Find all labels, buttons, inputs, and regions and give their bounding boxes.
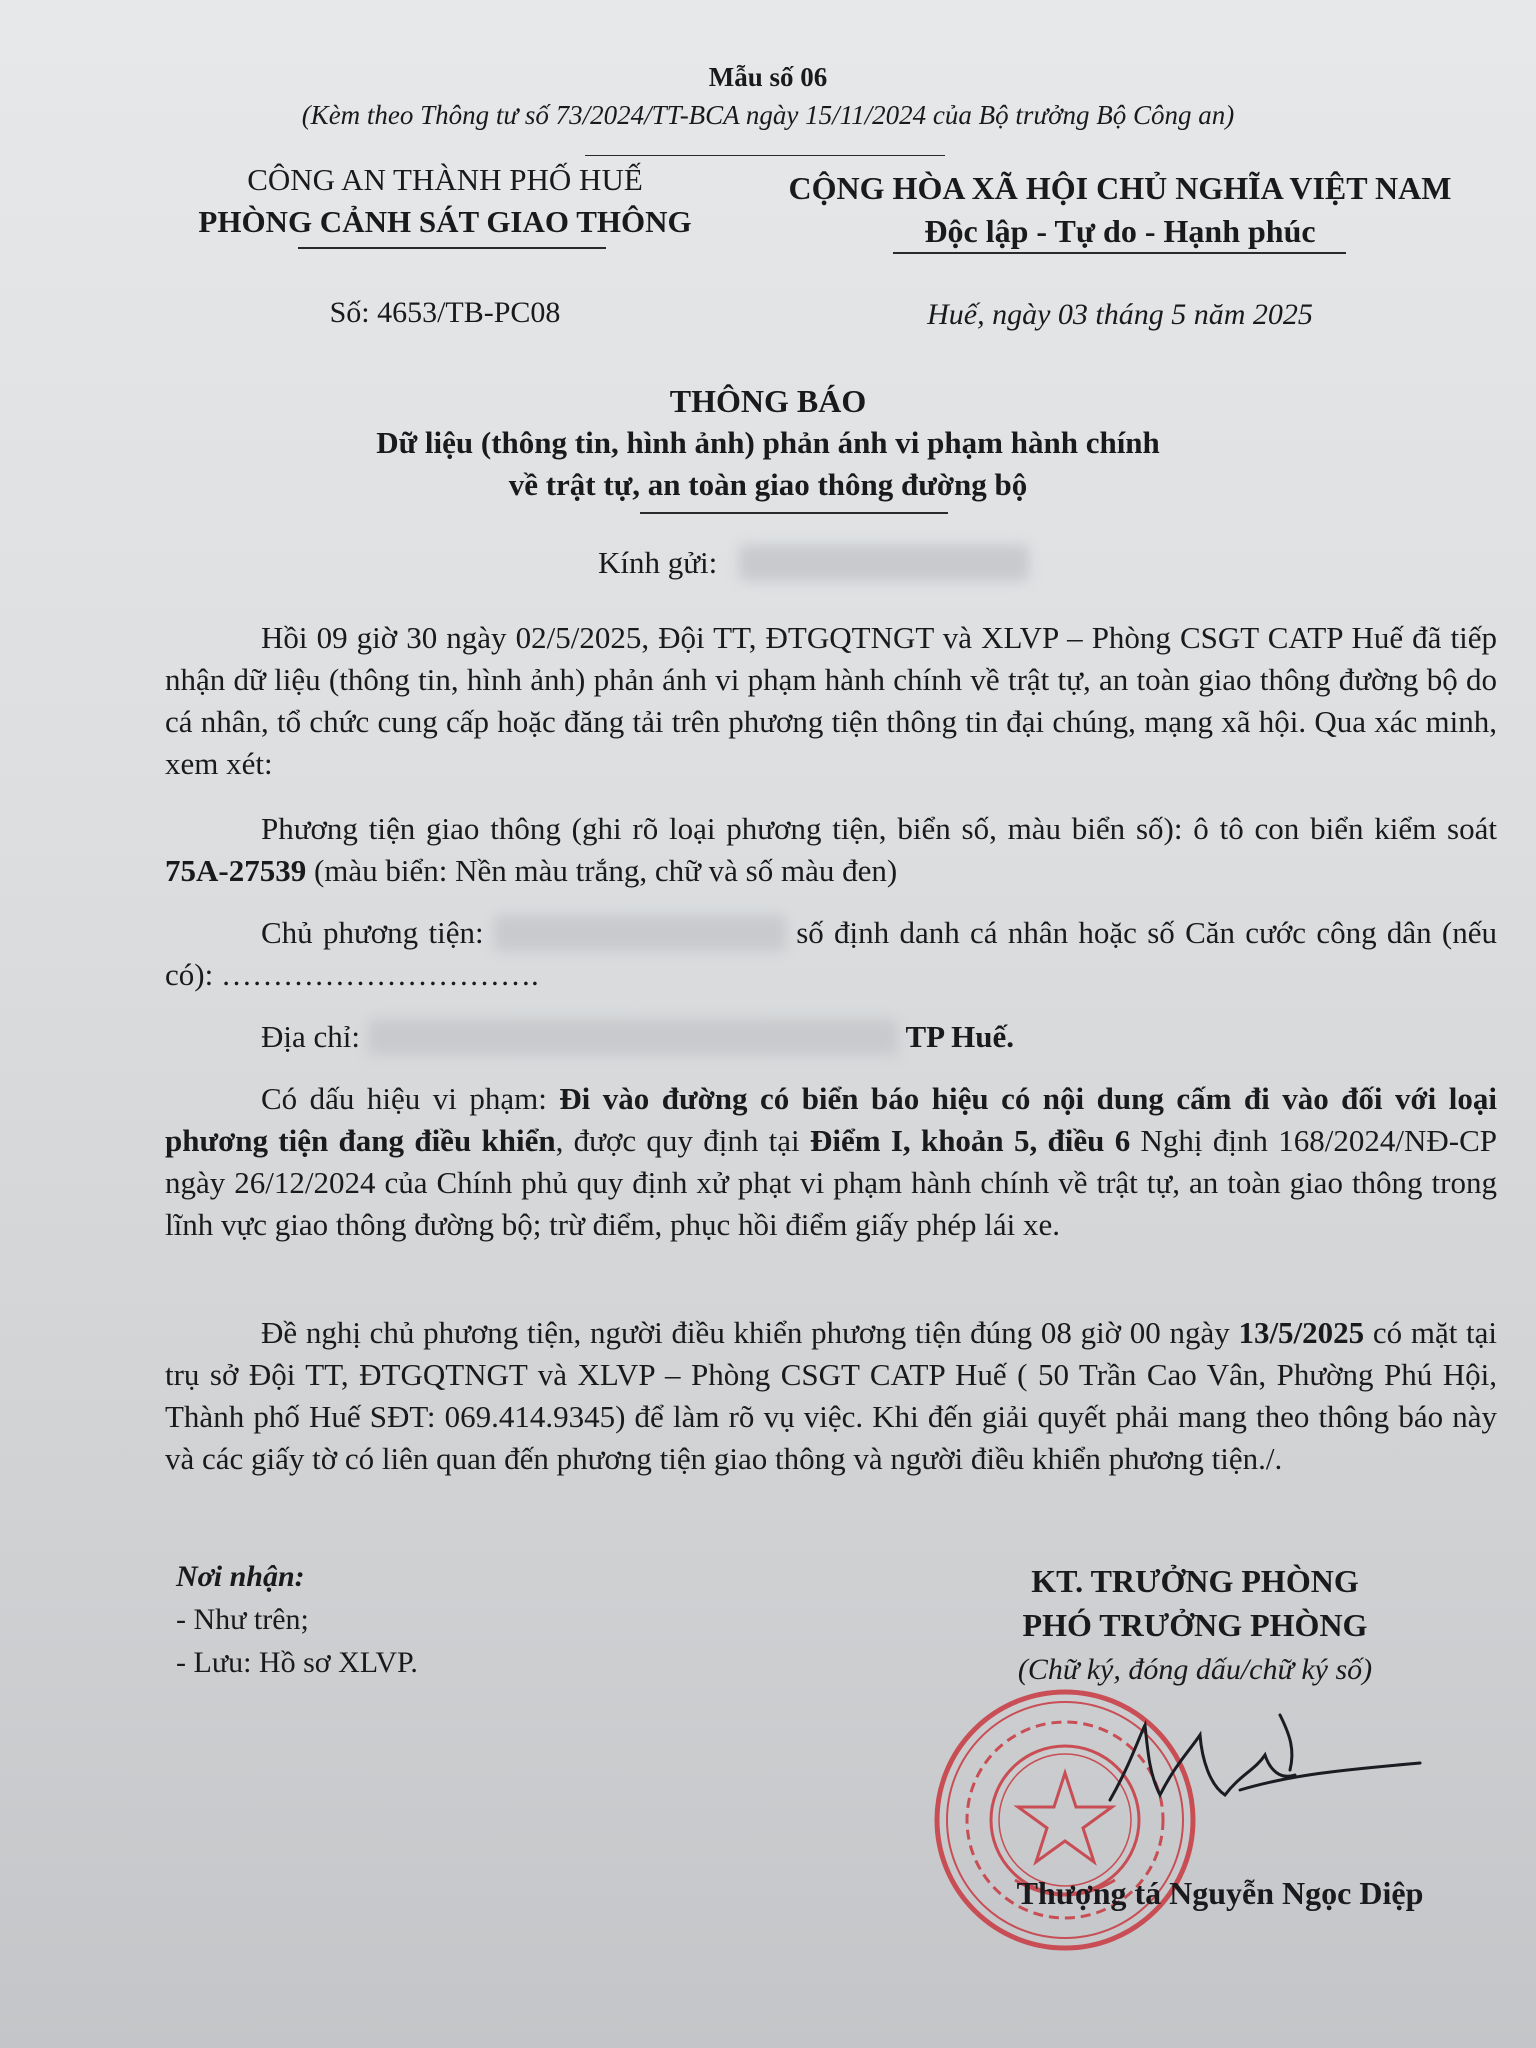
paragraph-intro: Hồi 09 giờ 30 ngày 02/5/2025, Đội TT, ĐTGQTNGT và XLVP – Phòng CSGT CATP Huế đã tiếp nhận dữ liệu (thông tin, hình ảnh) phản ánh vi phạm hành chính về trật tự, an toàn giao thông đường bộ do cá nhân, tổ chức cung cấp hoặc đăng tải trên phương tiện thông tin đại chúng, mạng xã hội. Qua xác minh, xem xét: xyxy=(165,620,1497,781)
violation-legal-reference: Điểm I, khoản 5, điều 6 xyxy=(809,1123,1131,1158)
recipient-label: Kính gửi: xyxy=(598,545,718,580)
form-reference: (Kèm theo Thông tư số 73/2024/TT-BCA ngày 15/11/2024 của Bộ trưởng Bộ Công an) xyxy=(301,100,1235,130)
title-underline xyxy=(640,512,948,514)
recipient-line xyxy=(598,545,1029,581)
redacted-recipient xyxy=(739,545,1029,581)
agency-department: PHÒNG CẢNH SÁT GIAO THÔNG xyxy=(198,204,692,239)
recipients-label: Nơi nhận: xyxy=(176,1560,305,1593)
nation-title: CỘNG HÒA XÃ HỘI CHỦ NGHĨA VIỆT NAM xyxy=(788,170,1452,206)
document-subtitle-2: về trật tự, an toàn giao thông đường bộ xyxy=(508,467,1028,502)
violation-description: Đi vào đường có biển báo hiệu có nội dung cấm đi vào đối với loại phương tiện đang điều khiển xyxy=(165,1081,1497,1158)
agency-underline xyxy=(298,247,606,249)
agency-name: CÔNG AN THÀNH PHỐ HUẾ xyxy=(247,162,643,197)
appointment-date: 13/5/2025 xyxy=(1238,1315,1365,1350)
signature-note: (Chữ ký, đóng dấu/chữ ký số) xyxy=(1017,1653,1373,1686)
document-date: Huế, ngày 03 tháng 5 năm 2025 xyxy=(927,298,1313,331)
paragraph-vehicle: Phương tiện giao thông (ghi rõ loại phương tiện, biển số, màu biển số): ô tô con biển kiểm soát 75A-27539 (màu biển: Nền màu trắng, chữ và số màu đen) xyxy=(165,811,1497,888)
signatory-title-1: KT. TRƯỞNG PHÒNG xyxy=(1031,1563,1359,1599)
document-subtitle-1: Dữ liệu (thông tin, hình ảnh) phản ánh vi phạm hành chính xyxy=(376,425,1160,460)
recipients-item-2: - Lưu: Hồ sơ XLVP. xyxy=(176,1646,418,1679)
document-title: THÔNG BÁO xyxy=(669,383,867,419)
signature-icon xyxy=(1090,1695,1430,1845)
signatory-title-2: PHÓ TRƯỞNG PHÒNG xyxy=(1022,1607,1368,1643)
form-number: Mẫu số 06 xyxy=(708,62,828,92)
recipients-item-1: - Như trên; xyxy=(176,1603,309,1636)
address-label: Địa chỉ: xyxy=(261,1019,360,1054)
redacted-owner xyxy=(494,915,786,951)
paragraph-address xyxy=(165,1016,1497,1058)
owner-label: Chủ phương tiện: xyxy=(261,915,484,950)
divider-line xyxy=(585,155,945,156)
paragraph-request: Đề nghị chủ phương tiện, người điều khiển phương tiện đúng 08 giờ 00 ngày 13/5/2025 có mặt tại trụ sở Đội TT, ĐTGQTNGT và XLVP – Phòng CSGT CATP Huế ( 50 Trần Cao Vân, Phường Phú Hội, Thành phố Huế SĐT: 069.414.9345) để làm rõ vụ việc. Khi đến giải quyết phải mang theo thông báo này và các giấy tờ có liên quan đến phương tiện giao thông và người điều khiển phương tiện./. xyxy=(165,1315,1497,1476)
nation-motto: Độc lập - Tự do - Hạnh phúc xyxy=(924,213,1316,249)
redacted-address xyxy=(368,1019,898,1055)
document-number: Số: 4653/TB-PC08 xyxy=(329,296,561,329)
address-city: TP Huế. xyxy=(905,1019,1015,1054)
paragraph-violation: Có dấu hiệu vi phạm: Đi vào đường có biển báo hiệu có nội dung cấm đi vào đối với loại phương tiện đang điều khiển, được quy định tại Điểm I, khoản 5, điều 6 Nghị định 168/2024/NĐ-CP ngày 26/12/2024 của Chính phủ quy định xử phạt vi phạm hành chính về trật tự, an toàn giao thông trong lĩnh vực giao thông đường bộ; trừ điểm, phục hồi điểm giấy phép lái xe. xyxy=(165,1081,1497,1242)
paragraph-owner: Chủ phương tiện: số định danh cá nhân hoặc số Căn cước công dân (nếu có): …………………………. xyxy=(165,915,1498,992)
license-plate: 75A-27539 xyxy=(165,853,307,888)
signatory-name: Thượng tá Nguyễn Ngọc Diệp xyxy=(1016,1875,1424,1911)
motto-underline xyxy=(893,252,1346,254)
